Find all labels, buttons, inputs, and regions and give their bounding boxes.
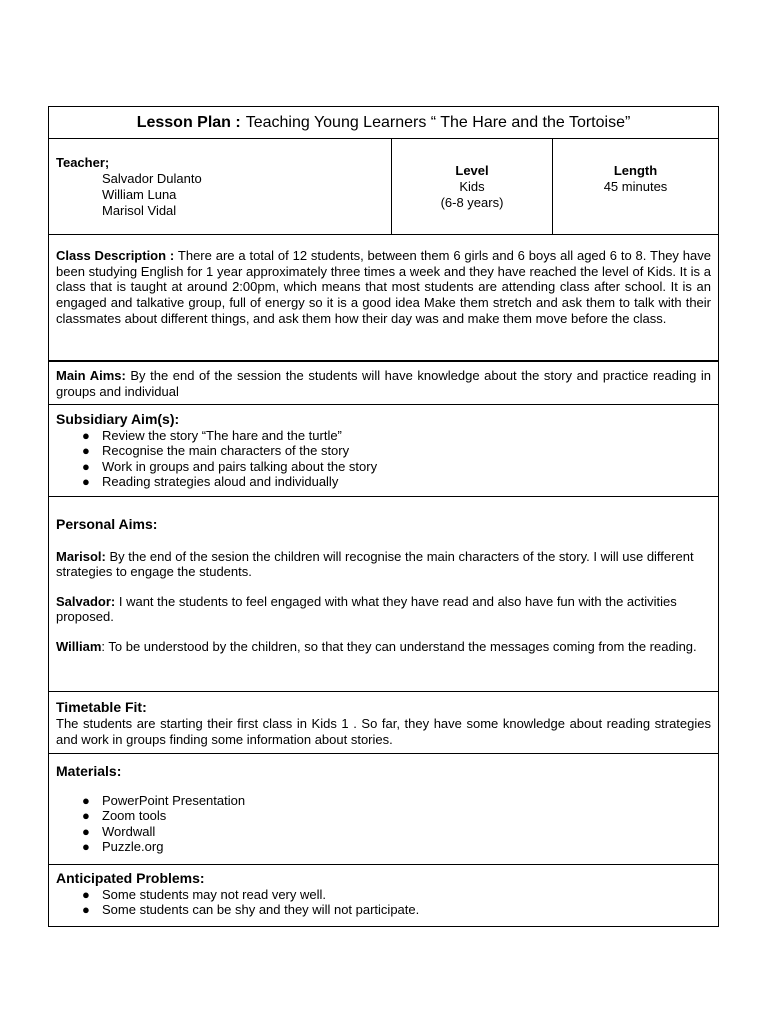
personal-aim-entry (56, 549, 711, 580)
level-range: (6-8 years) (440, 195, 504, 210)
list-item (80, 443, 711, 458)
personal-aim-text: I want the students to feel engaged with what they have read and also have fun with the activities proposed. (56, 593, 677, 624)
materials-list (56, 793, 711, 855)
title-label: Lesson Plan : (136, 113, 241, 131)
list-item-text: Reading strategies aloud and individually (102, 474, 339, 490)
list-item-text: Puzzle.org (102, 839, 164, 855)
list-item (80, 824, 711, 839)
list-item (80, 808, 711, 823)
personal-aim-text: : To be understood by the children, so that they can understand the messages coming from the reading. (101, 638, 697, 654)
class-description-text: There are a total of 12 students, between them 6 girls and 6 boys all aged 6 to 8. They have been studying English for 1 year approximately three times a week and they have reached the level of Kids. It is a class that is taught at around 2:00pm, which means that most students are attending class after school. It is an engaged and talkative group, full of energy so it is a good idea Make them stretch and ask them to talk with their classmates about different things, and ask them how their day was and make them move before the class. (56, 248, 711, 326)
list-item (80, 887, 711, 902)
list-item (80, 839, 711, 854)
teacher-name: William Luna (102, 187, 177, 202)
level-cell (392, 139, 553, 234)
bullet-icon: ● (82, 887, 90, 902)
list-item-text: Some students can be shy and they will not participate. (102, 902, 420, 918)
personal-aim-entry (56, 594, 711, 625)
class-description-section (48, 235, 719, 361)
title-text: Teaching Young Learners “ The Hare and the Tortoise” (245, 113, 631, 131)
anticipated-problems-label: Anticipated Problems: (56, 870, 205, 886)
bullet-icon: ● (82, 793, 90, 808)
anticipated-problems-list (56, 887, 711, 918)
bullet-icon: ● (82, 823, 90, 839)
list-item-text: Recognise the main characters of the story (102, 443, 350, 459)
personal-aim-name: William (56, 638, 102, 654)
bullet-icon: ● (82, 808, 90, 824)
main-aims-section (48, 361, 719, 405)
list-item (80, 459, 711, 474)
subsidiary-aims-section (48, 405, 719, 497)
class-description-label: Class Description : (56, 248, 175, 263)
anticipated-problems-section (48, 865, 719, 927)
main-aims-label: Main Aims: (56, 368, 126, 383)
teacher-name: Salvador Dulanto (102, 171, 202, 186)
level-value: Kids (459, 179, 485, 194)
bullet-icon: ● (82, 458, 90, 474)
personal-aim-text: By the end of the sesion the children will recognise the main characters of the story. I will use different strategies to engage the students. (56, 548, 694, 579)
materials-section (48, 754, 719, 865)
list-item (80, 474, 711, 489)
bullet-icon: ● (82, 839, 90, 855)
bullet-icon: ● (82, 474, 90, 490)
list-item-text: Wordwall (102, 823, 156, 839)
lesson-plan-table (48, 106, 719, 927)
list-item (80, 428, 711, 443)
length-value: 45 minutes (603, 179, 668, 194)
teacher-name: Marisol Vidal (102, 203, 177, 218)
length-cell (553, 139, 718, 234)
subsidiary-aims-list (56, 428, 711, 490)
info-row (48, 139, 719, 235)
list-item-text: PowerPoint Presentation (102, 793, 246, 808)
list-item (80, 793, 711, 808)
bullet-icon: ● (82, 443, 90, 459)
list-item-text: Review the story “The hare and the turtle” (102, 428, 342, 443)
list-item-text: Zoom tools (102, 808, 167, 824)
materials-label: Materials: (56, 763, 122, 779)
personal-aims-label: Personal Aims: (56, 516, 158, 532)
list-item-text: Work in groups and pairs talking about the story (102, 458, 378, 474)
main-aims-text: By the end of the session the students will have knowledge about the story and practice reading in groups and individual (56, 368, 711, 399)
bullet-icon: ● (82, 428, 90, 443)
timetable-fit-text: The students are starting their first class in Kids 1 . So far, they have some knowledge about reading strategies and work in groups finding some information about stories. (56, 716, 711, 747)
personal-aim-entry (56, 639, 711, 655)
level-label: Level (455, 163, 489, 178)
personal-aim-name: Salvador: (56, 593, 116, 609)
bullet-icon: ● (82, 902, 90, 918)
teacher-label: Teacher; (56, 155, 110, 170)
length-label: Length (613, 163, 658, 178)
timetable-fit-section (48, 692, 719, 754)
title-row (48, 106, 719, 139)
personal-aim-name: Marisol: (56, 548, 106, 564)
teacher-cell (49, 139, 392, 234)
timetable-fit-label: Timetable Fit: (56, 699, 147, 715)
personal-aims-section (48, 497, 719, 692)
list-item (80, 902, 711, 917)
list-item-text: Some students may not read very well. (102, 887, 326, 902)
subsidiary-aims-label: Subsidiary Aim(s): (56, 411, 180, 427)
